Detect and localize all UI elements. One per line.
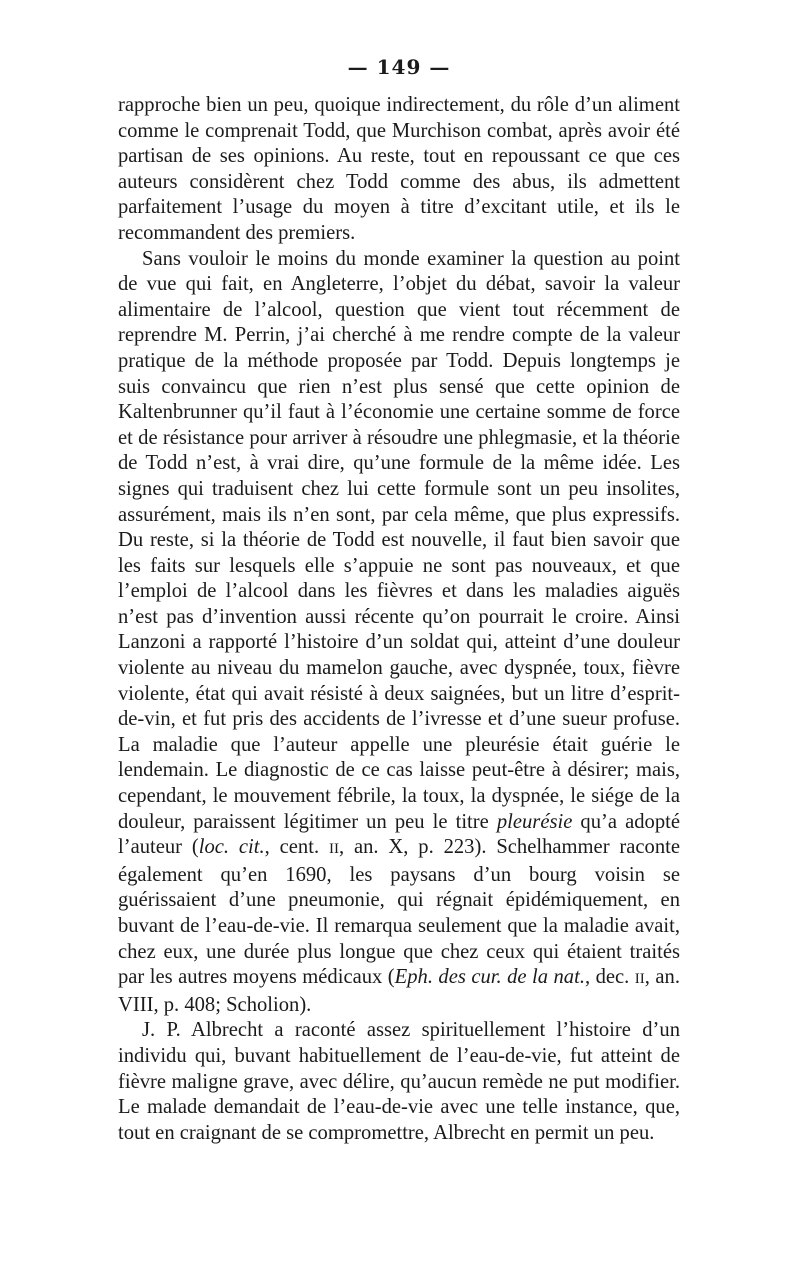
page-number: — 149 — [347,55,451,79]
italic-citation: Eph. des cur. de la nat. [394,966,585,989]
paragraph-3 [118,1018,680,1146]
paragraph-1-text: rapproche bien un peu, quoique indirectement, du rôle d’un aliment comme le comprenait Todd, que Murchison combat, après avoir été partisan de ses opinions. Au reste, tout en repoussant ce que ces auteurs considèrent chez Todd comme des abus, ils admettent parfaitement l’usage du moyen à titre d’excitant utile, et ils le recommandent des premiers. [118,94,680,244]
paragraph-1 [118,93,680,247]
roman-numeral: II [634,971,645,988]
paragraph-3-text: J. P. Albrecht a raconté assez spirituellement l’histoire d’un individu qui, buvant habituellement de l’eau-de-vie, fut atteint de fièvre maligne grave, avec délire, qu’aucun remède ne put modifier. Le malade demandait de l’eau-de-vie avec une telle instance, que, tout en craignant de se compromettre, Albrecht en permit un peu. [118,1019,680,1144]
roman-numeral: II [328,841,339,858]
document-page [118,52,680,1146]
paragraph-2-text: , cent. [264,836,329,859]
paragraph-2-text: qu’a adopté l’auteur ( [118,810,680,859]
paragraph-2-text: , an. VIII, p. 408; Scholion). [118,966,680,1016]
italic-loc-cit: loc. cit. [198,836,265,859]
paragraph-2-text: , dec. [584,966,635,989]
paragraph-2 [118,247,680,1019]
italic-pleuresie: pleurésie [496,810,573,833]
paragraph-2-text: Sans vouloir le moins du monde examiner la question au point de vue qui fait, en Angleterre, l’objet du débat, savoir la valeur alimentaire de l’alcool, question que vient tout récemment de reprendre M. Perrin, j’ai cherché à me rendre compte de la valeur pratique de la méthode proposée par Todd. Depuis longtemps je suis convaincu que rien n’est plus sensé que cette opinion de Kaltenbrunner qu’il faut à l’économie une certaine somme de force et de résistance pour arriver à résoudre une phlegmasie, et la théorie de Todd n’est, à vrai dire, qu’une formule de la même idée. Les signes qui traduisent chez lui cette formule sont un peu insolites, assurément, mais ils n’en sont, par cela même, que plus expressifs. Du reste, si la théorie de Todd est nouvelle, il faut bien savoir que les faits sur lesquels elle s’appuie ne sont pas nouveaux, et que l’emploi de l’alcool dans les fièvres et dans les maladies aiguës n’est pas d’invention aussi récente qu’on pourrait le croire. Ainsi Lanzoni a rapporté l’histoire d’un soldat qui, atteint d’une douleur violente au niveau du mamelon gauche, avec dyspnée, toux, fièvre violente, état qui avait résisté à deux saignées, but un litre d’esprit-de-vin, et fut pris des accidents de l’ivresse et d’une sueur profuse. La maladie que l’auteur appelle une pleurésie était guérie le lendemain. Le diagnostic de ce cas laisse peut-être à désirer; mais, cependant, le mouvement fébrile, la toux, la dyspnée, le siége de la douleur, paraissent légitimer un peu le titre [118,247,680,833]
body-text [118,93,680,1146]
paragraph-2-text: , an. X, p. 223). Schelhammer raconte également qu’en 1690, les paysans d’un bourg voisin se guérissaient d’une pneumonie, qui régnait épidémiquement, en buvant de l’eau-de-vie. Il remarqua seulement que la maladie avait, chez eux, une durée plus longue que chez ceux qui étaient traités par les autres moyens médicaux ( [118,836,680,989]
